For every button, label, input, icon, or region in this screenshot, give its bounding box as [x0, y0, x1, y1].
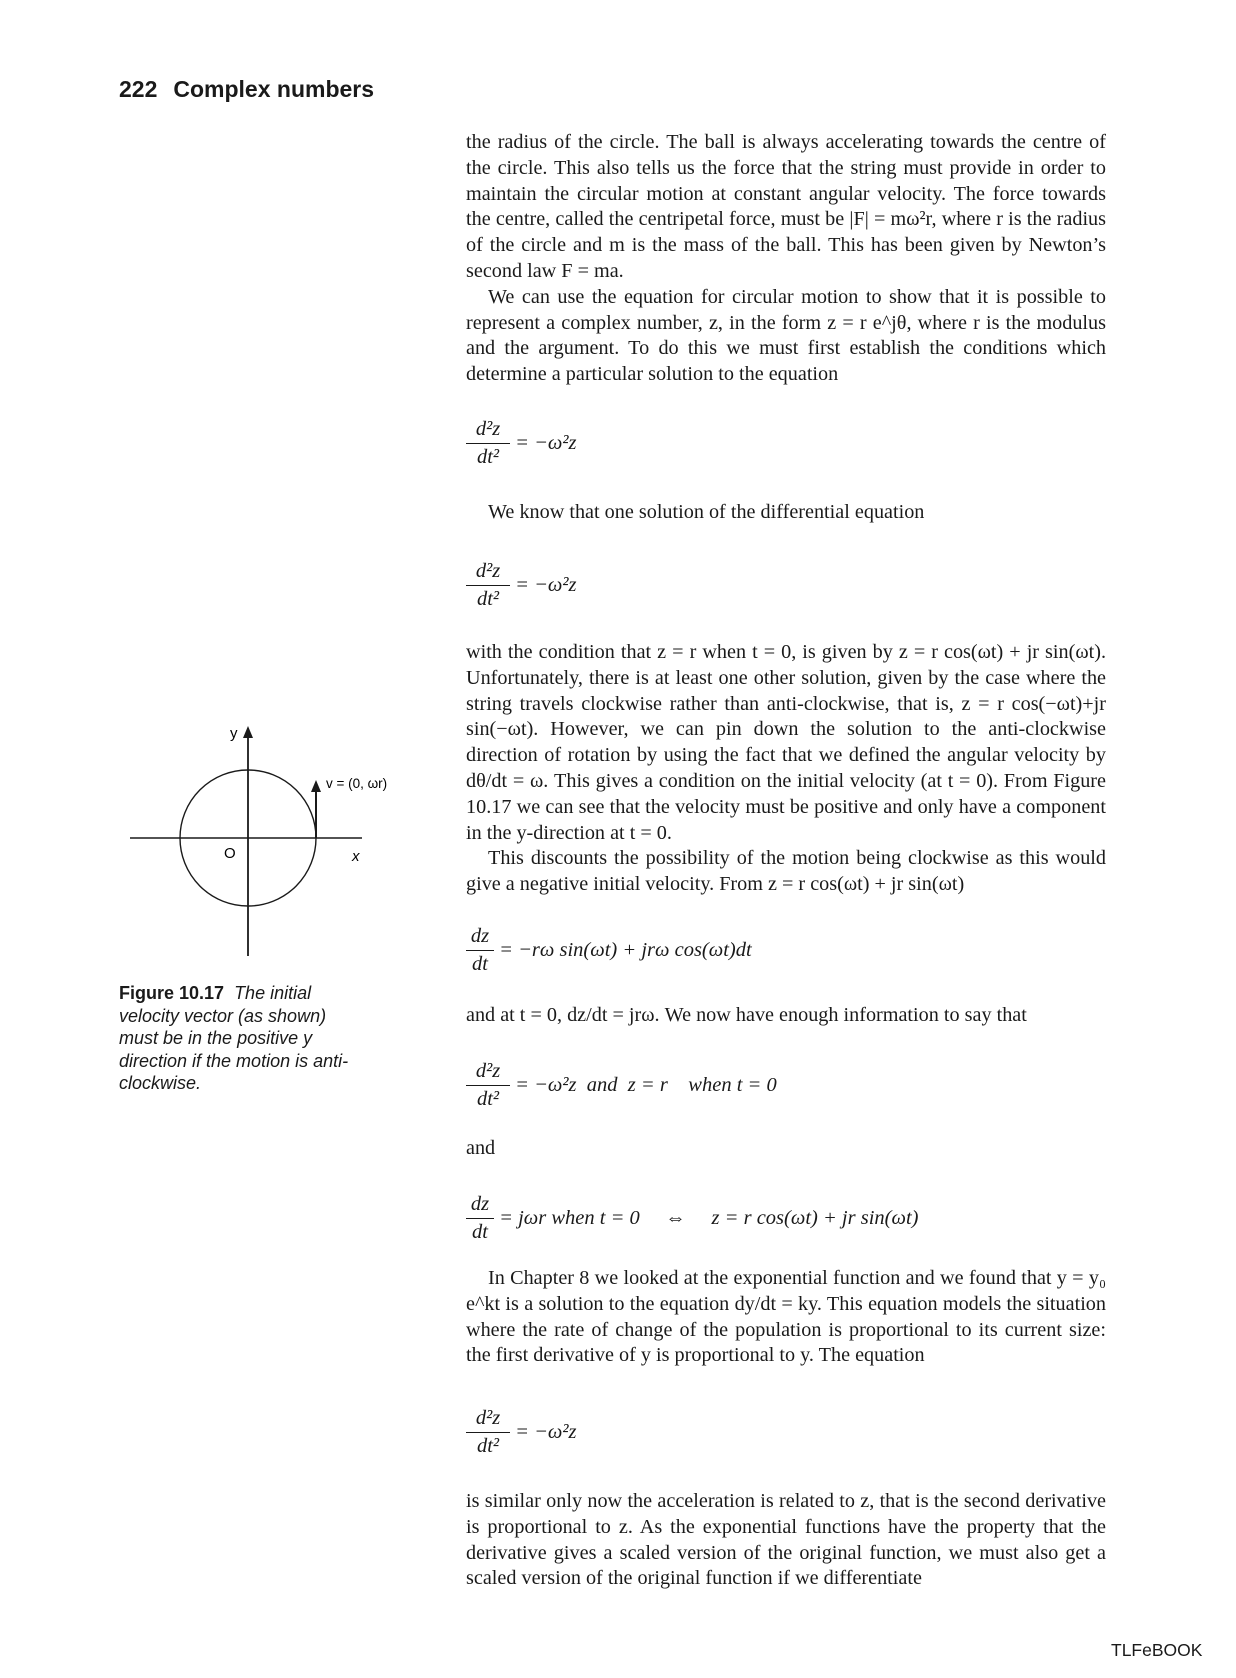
page-number: 222: [119, 76, 158, 102]
numerator: dz: [466, 1193, 494, 1219]
body-block-1: [466, 130, 1106, 388]
paragraph-7: and: [466, 1137, 496, 1159]
footer-watermark: TLFeBOOK: [1111, 1640, 1203, 1660]
origin-label: O: [224, 845, 236, 862]
axis-x-label: x: [352, 848, 360, 865]
chapter-title: Complex numbers: [173, 76, 375, 102]
paragraph-4: with the condition that z = r when t = 0, is given by z = r cos(ωt) + jr sin(ωt). Unfortunately, there is at least one other solution, given by the case where the string travels clockwise rather than anti-clockwise, that is, z = r cos(−ωt)+jr sin(−ωt). However, we can pin down the solution to the anti-clockwise direction of rotation by using the fact that we defined the angular velocity by dθ/dt = ω. This gives a condition on the initial velocity (at t = 0). From Figure 10.17 we can see that the velocity must be positive and only have a component in the y-direction at t = 0.: [466, 641, 1106, 844]
numerator: d²z: [466, 560, 510, 586]
y-axis-arrowhead: [243, 726, 253, 738]
paragraph-5: This discounts the possibility of the motion being clockwise as this would give a negative initial velocity. From z = r cos(ωt) + jr sin(ωt): [466, 847, 1106, 896]
caption-label: Figure 10.17: [119, 983, 225, 1003]
figure-caption: [119, 982, 359, 1095]
equation-rhs: = −ω²z: [515, 574, 577, 596]
numerator: d²z: [466, 1407, 510, 1433]
fraction: [466, 1060, 510, 1111]
denominator: dt²: [476, 446, 500, 468]
caption-text: The initial velocity vector (as shown) must be in the positive y direction if the motion is anti-clockwise.: [119, 983, 349, 1093]
fraction: [466, 418, 510, 469]
figure-circle-diagram: [126, 720, 416, 965]
equation-2: [466, 560, 577, 611]
velocity-label: v = (0, ωr): [326, 776, 388, 791]
equation-3: [466, 925, 752, 976]
denominator: dt: [472, 953, 488, 975]
paragraph-3: We know that one solution of the differential equation: [488, 501, 925, 523]
paragraph-6: and at t = 0, dz/dt = jrω. We now have enough information to say that: [466, 1004, 1027, 1026]
circle-diagram-svg: [126, 720, 416, 960]
equation-1: [466, 418, 577, 469]
axis-y-label: y: [230, 725, 238, 742]
fraction: [466, 1193, 494, 1244]
equation-rhs: = −ω²z: [515, 432, 577, 454]
denominator: dt²: [476, 1088, 500, 1110]
paragraph-9: is similar only now the acceleration is related to z, that is the second derivative is proportional to z. As the exponential functions have the property that the derivative gives a scaled version of the original function, we must also get a scaled version of the original function if we differentiate: [466, 1490, 1106, 1590]
body-block-4: [466, 1003, 1106, 1029]
equation-rhs: = −rω sin(ωt) + jrω cos(ωt)dt: [499, 939, 752, 961]
equation-rhs: = −ω²z and z = r when t = 0: [515, 1074, 777, 1096]
fraction: [466, 560, 510, 611]
body-block-2: [466, 500, 1106, 526]
denominator: dt²: [476, 588, 500, 610]
denominator: dt: [472, 1221, 488, 1243]
fraction: [466, 925, 494, 976]
equation-6: [466, 1407, 577, 1458]
equation-4: [466, 1060, 777, 1111]
paragraph-8: In Chapter 8 we looked at the exponential function and we found that y = y₀ e^kt is a solution to the equation dy/dt = ky. This equation models the situation where the rate of change of the population is proportional to its current size: the first derivative of y is proportional to y. The equation: [466, 1267, 1106, 1367]
body-block-5: [466, 1136, 1106, 1162]
velocity-arrowhead: [311, 780, 321, 792]
numerator: dz: [466, 925, 494, 951]
body-block-7: [466, 1489, 1106, 1592]
paragraph-1: the radius of the circle. The ball is always accelerating towards the centre of the circle. This also tells us the force that the string must provide in order to maintain the circular motion at constant angular velocity. The force towards the centre, called the centripetal force, must be |F| = mω²r, where r is the radius of the circle and m is the mass of the ball. This has been given by Newton’s second law F = ma.: [466, 131, 1106, 282]
equation-rhs: = −ω²z: [515, 1421, 577, 1443]
fraction: [466, 1407, 510, 1458]
numerator: d²z: [466, 418, 510, 444]
paragraph-2: We can use the equation for circular motion to show that it is possible to represent a complex number, z, in the form z = r e^jθ, where r is the modulus and the argument. To do this we must first establish the conditions which determine a particular solution to the equation: [466, 285, 1106, 386]
body-block-3: [466, 640, 1106, 898]
body-block-6: [466, 1266, 1106, 1369]
equation-5: [466, 1193, 918, 1244]
page-header: [119, 76, 374, 103]
denominator: dt²: [476, 1435, 500, 1457]
numerator: d²z: [466, 1060, 510, 1086]
equation-rhs: = jωr when t = 0 ⇔ z = r cos(ωt) + jr sin(ωt): [499, 1207, 919, 1229]
